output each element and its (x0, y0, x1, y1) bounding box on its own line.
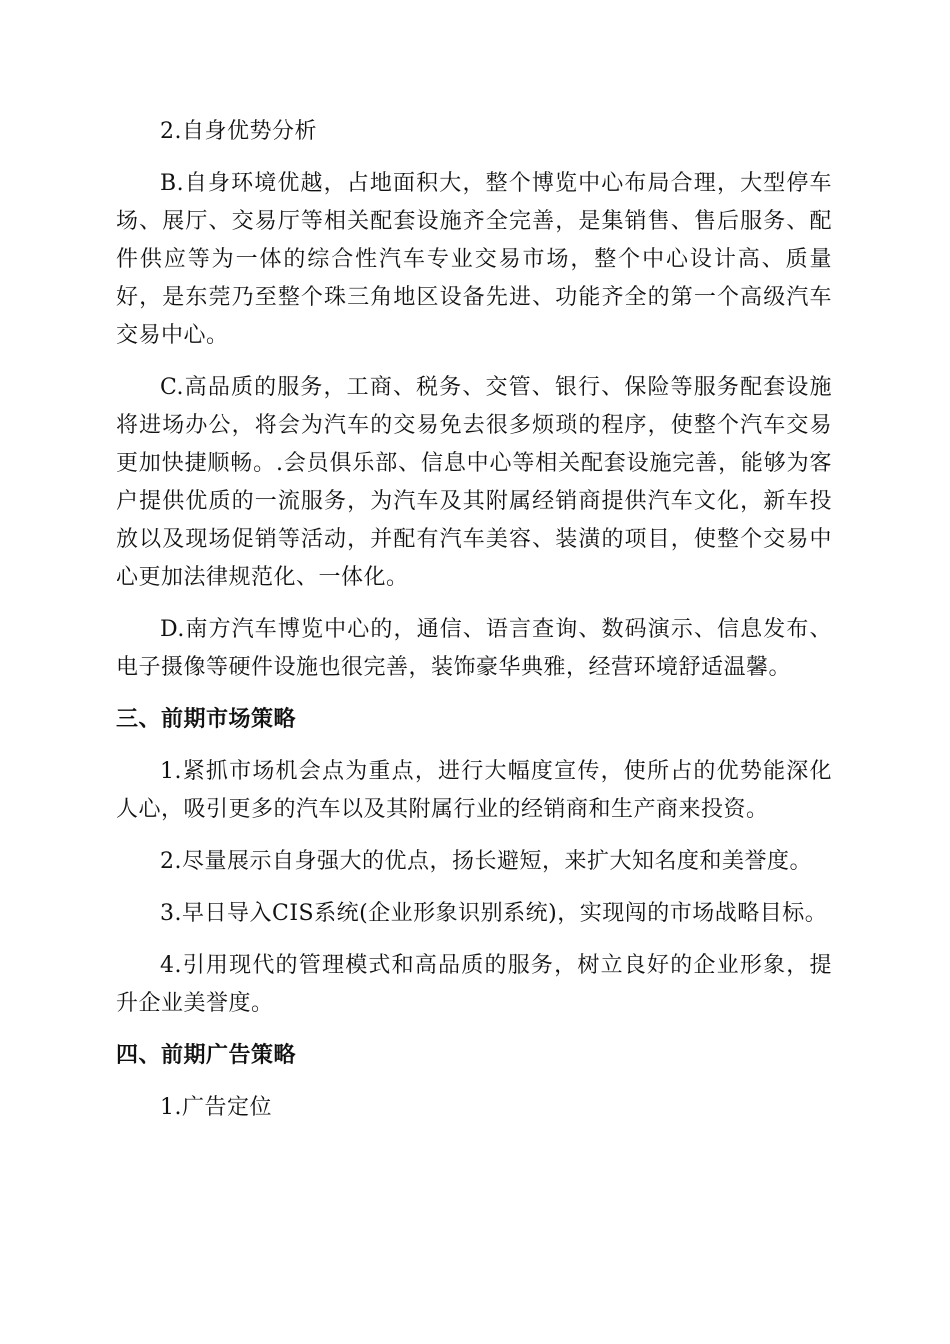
paragraph-b: B.自身环境优越，占地面积大，整个博览中心布局合理，大型停车场、展厅、交易厅等相关配套设施齐全完善，是集销售、售后服务、配件供应等为一体的综合性汽车专业交易市场，整个中心设计高、质量好，是东莞乃至整个珠三角地区设备先进、功能齐全的第一个高级汽车交易中心。 (116, 171, 832, 348)
market-strategy-item-4: 4.引用现代的管理模式和高品质的服务，树立良好的企业形象，提升企业美誉度。 (116, 953, 832, 1016)
subsection-self-advantage: 2.自身优势分析 (160, 119, 317, 144)
market-strategy-item-2: 2.尽量展示自身强大的优点，扬长避短，来扩大知名度和美誉度。 (160, 849, 812, 874)
ad-strategy-item-1: 1.广告定位 (160, 1095, 272, 1120)
market-strategy-item-3: 3.早日导入CIS系统(企业形象识别系统)，实现闯的市场战略目标。 (160, 901, 828, 926)
paragraph-d: D.南方汽车博览中心的，通信、语言查询、数码演示、信息发布、电子摄像等硬件设施也很完善，装饰豪华典雅，经营环境舒适温馨。 (116, 617, 832, 680)
paragraph-c: C.高品质的服务，工商、税务、交管、银行、保险等服务配套设施将进场办公，将会为汽车的交易免去很多烦琐的程序，使整个汽车交易更加快捷顺畅。.会员俱乐部、信息中心等相关配套设施完善，能够为客户提供优质的一流服务，为汽车及其附属经销商提供汽车文化，新车投放以及现场促销等活动，并配有汽车美容、装潢的项目，使整个交易中心更加法律规范化、一体化。 (116, 375, 832, 590)
heading-market-strategy: 三、前期市场策略 (116, 707, 297, 732)
market-strategy-item-1: 1.紧抓市场机会点为重点，进行大幅度宣传，使所占的优势能深化人心，吸引更多的汽车以及其附属行业的经销商和生产商来投资。 (116, 759, 832, 822)
document-body (116, 113, 832, 1141)
heading-ad-strategy: 四、前期广告策略 (116, 1043, 297, 1068)
